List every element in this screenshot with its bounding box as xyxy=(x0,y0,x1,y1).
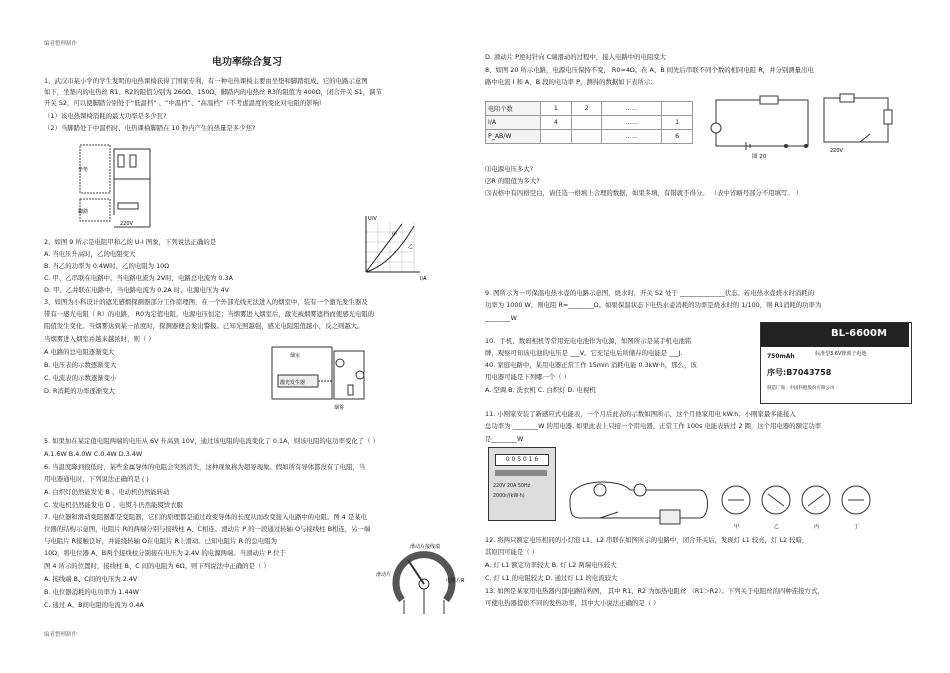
q6-option: A. 白炽灯仍然能发光 B 、电动机仍然能转动 xyxy=(44,488,170,496)
meter-reading: 0 0 5 0 1 6 xyxy=(495,454,549,466)
q13-label-d: 丁 xyxy=(854,524,860,530)
table-row xyxy=(486,116,693,130)
ui-graph-y-label: U/V xyxy=(368,216,377,222)
q10-line: 用电器可能是下列哪一个（ ） xyxy=(485,373,571,381)
q13-line: 13. 如图是某家用电热器内部电路结构图， 其中 R1、R2 为加热电阻丝 （R1＞R2）。下列关于电阻丝的四种连接方式， xyxy=(485,587,824,595)
q7-line: 位器的结构示意图，电阻片 R的两端分别与接线柱 A、C相连。滑动片 P 的一段通过转轴 O与接线柱 B相连，另一端 xyxy=(44,525,371,533)
potentiometer-figure xyxy=(374,540,474,618)
q10-options: A. 空调 B. 洗衣机 C. 白炽灯 D. 电视机 xyxy=(485,386,596,394)
q1-line: （2）当脚踏处于中温档时，电热课椅脚踏在 10 秒内产生的热量是多少焦? xyxy=(44,124,256,132)
q8-sub: ⑴电源电压多大? xyxy=(485,165,534,173)
battery-label-figure xyxy=(760,322,912,404)
table-cell: P_AB/W xyxy=(486,130,541,144)
q12-option: A. 灯 L1 额定功率较大 B. 灯 L2 两端电压较大 xyxy=(485,561,617,569)
table-cell: I/A xyxy=(486,116,541,130)
q7-option: C. 通过 A、B间电阻的电流为 0.4A xyxy=(44,601,144,609)
smoke-detector-figure xyxy=(270,345,372,413)
q6-option: C. 发电机仍然能发电 D 、电熨斗仍然能熨烫衣服 xyxy=(44,501,183,509)
table-cell xyxy=(571,130,602,144)
q13-label-a: 甲 xyxy=(734,524,740,530)
table-cell: 4 xyxy=(541,116,572,130)
table-cell xyxy=(541,130,572,144)
q7-option: A. 接线端 B、C间的电压为 2.4V xyxy=(44,575,138,583)
q8-line: 路中电流 I 和 A、B 段的电功率 P，测得的数据如下表所示： xyxy=(485,78,657,86)
q3-line: 3、如图为小科设计的遮光感烟探测器部分工作原理图，在一个外部光线无法进入的烟室中，装有一个激光发生器及 xyxy=(44,298,368,306)
q13-line: 可使电热器提供不同的发热功率，其中大小说法正确的是（ ） xyxy=(485,599,660,607)
q2-option: D. 甲、乙并联在电路中，当电路电流为 0.2A 时，电源电压为 4V xyxy=(44,286,230,294)
table-row xyxy=(486,102,693,116)
kettle-voltage-label: 220V xyxy=(830,148,843,154)
q11-line: 11. 小刚家安装了新感应式电能表，一个月后此表的示数如图所示，这个月他家用电 kW.h；小刚家最多能接入 xyxy=(485,410,796,418)
battery-maker: 制造厂商：中国科健股份有限公司 xyxy=(767,386,835,391)
chair-top-label: 坐垫 xyxy=(78,167,89,173)
table-row xyxy=(486,130,693,144)
table-cell: 电阻个数 xyxy=(486,102,541,116)
q13-label-c: 丙 xyxy=(814,524,820,530)
smoke-room-label: 烟室 xyxy=(290,353,301,359)
table-cell: …… xyxy=(602,130,662,144)
page-footer: 编者整理制作 xyxy=(44,632,78,638)
q10-line: 10．手机、数码相机等常用充电电池作为电源，如图所示是某手机电池铭 xyxy=(485,337,692,345)
kettle-circuit-figure xyxy=(816,90,896,154)
q10-line: 牌，观察可知该电池的电压是 ___V。它充足电后所储存的电能是 ___J. xyxy=(485,349,683,357)
q3-option: A 电路的总电阻逐渐变大 xyxy=(44,348,115,356)
q7-line: 与电阻片 R接触良好，并能绕转轴 O在电阻片 R上滑动。已知电阻片 R 的总电阻为 xyxy=(44,537,278,545)
q6-line: 用电器通电时，下列说法正确的是 ( ) xyxy=(44,475,149,483)
q10-line: 40. 家庭电路中，某用电器正常工作 15min 消耗电能 0.3kW·h，那么，该 xyxy=(485,361,697,369)
q9-line: 功率为 1000 W，则电阻 R=________Ω。如果保温状态下电热水壶消耗的功率是烧水时的 1/100，则 R1消耗的功率为 xyxy=(485,301,822,309)
q2-option: B. 当乙的功率为 0.4W时，乙的电阻为 10Ω xyxy=(44,262,170,270)
q3-option: C. 电流表的示数逐渐变小 xyxy=(44,374,117,382)
table-cell xyxy=(662,102,693,116)
page-header: 编者整理制作 xyxy=(44,41,78,47)
q12-line: 12. 将两只额定电压相同的小灯泡 L1、L2 串联在如图所示的电路中，闭合开关后，发现灯 L1 较亮，灯 L2 较暗， xyxy=(485,536,809,544)
q9-line: 9. 图所示为一可保温电热水壶的电路示意图，烧水时，开关 S2 处于 ______________状态。若电热水壶烧水时消耗的 xyxy=(485,289,815,297)
battery-model: BL-6600M xyxy=(831,328,887,339)
q12-option: C. 灯 L1 的电阻较大 D. 通过灯 L1 的电流较大 xyxy=(485,574,618,582)
figure-20-label: 图 20 xyxy=(752,154,767,160)
q3-option: B. 电压表的示数逐渐变大 xyxy=(44,361,117,369)
q3-line: 阻值发生变化。当烟雾达到某一浓度时，探测器便会发出警报。已知光照越强，感光电阻阻值越小，反之则越大。 xyxy=(44,322,364,330)
figure-20-circuit xyxy=(706,88,816,160)
battery-type: 标准型3.6V锂离子电池 xyxy=(815,351,867,357)
q13-label-b: 乙 xyxy=(774,524,780,530)
q1-line: 如下，坐垫内的电热丝 R1、R2的阻值分别为 260Ω、150Ω，脚踏内的电热丝 R3的阻值为 400Ω，闭合开关 S1，调节 xyxy=(44,88,382,96)
q1-line: （1）该电热课椅消耗的最大功率是多少瓦? xyxy=(44,112,167,120)
q3-option: D. R消耗的功率逐渐变大 xyxy=(44,387,115,395)
ui-graph-jia-label: 甲 xyxy=(392,232,398,238)
meter-spec-2: 2000r/(kW·h) xyxy=(493,494,525,499)
ui-graph-figure xyxy=(352,212,432,284)
q7-option: B. 电位器消耗的电功率为 1.44W xyxy=(44,588,139,596)
q1-line: 1、武汉市某小学的学生发明的电热课椅获得了国家专利，有一种电热课椅主要由坐垫和脚踏组成，它的电路示意图 xyxy=(44,77,368,85)
q8-sub: ⑶表格中有四格空白，请任选一格填上合理的数据，如果多填，有错就不得分。 （表中省略号部分不用填写。 ） xyxy=(485,189,803,197)
table-cell: …… xyxy=(602,102,662,116)
q2-option: A. 当电压升高时，乙的电阻变大 xyxy=(44,250,136,258)
heater-connection-diagrams xyxy=(716,476,896,532)
table-cell: 1 xyxy=(541,102,572,116)
battery-serial: 序号:B7043758 xyxy=(767,368,832,377)
table-cell: …… xyxy=(602,116,662,130)
pot-resistor-label: 电阻片R xyxy=(446,578,465,584)
q5-line: 5. 如果加在某定值电阻两端的电压从 6V 升高到 10V，通过该电阻的电流变化了 0.1A，则该电阻的电功率变化了（ ） xyxy=(44,437,379,445)
page-title: 电功率综合复习 xyxy=(212,57,282,68)
meter-spec-1: 220V 20A 50Hz xyxy=(493,484,531,489)
chair-bottom-label: 脚踏 xyxy=(78,209,89,215)
q8-line: 8、如图 20 所示电路，电源电压保持不变， R0=4Ω。在 A、B 间先后串联不同个数的相同电阻 R，并分别测量出电 xyxy=(485,66,814,74)
table-cell: 1 xyxy=(662,116,693,130)
q11-line: 是________W xyxy=(485,435,524,443)
q2-option: C. 甲、乙串联在电路中，当电路电流为 2V时，电路总电流为 0.3A xyxy=(44,274,233,282)
q1-line: 开关 S2，可以使脚踏分别处于“低温档” 、“中温档”、“高温档”（不考虑温度的变化对电阻的影响） xyxy=(44,99,326,107)
q7-line: 7. 电位器和滑动变阻器都是变阻器，它们的原理都是通过改变导体的长度从而改变接入电路中的电阻。图 4 是某电 xyxy=(44,513,368,521)
pot-terminal-label: 滑动片接线端 xyxy=(410,544,441,550)
pot-slider-label: 滑动片 xyxy=(376,572,392,578)
ui-graph-x-label: I/A xyxy=(420,276,427,282)
q8-sub: ⑵R 的阻值为多大? xyxy=(485,177,540,185)
q6-line: 6. 当温度降到很低时，某些金属导体的电阻会突然消失，这种现象称为超导现象。假如所有导体都没有了电阻，当 xyxy=(44,463,366,471)
q9-line: ________W xyxy=(485,314,517,322)
q7-option: D. 滑动片 P逆时针向 C端滑动的过程中，接入电路中的电阻变大 xyxy=(485,53,667,61)
table-cell: 6 xyxy=(662,130,693,144)
q3-line: 当烟雾进入烟室并越来越浓时，则（ ） xyxy=(44,335,155,343)
q11-line: 总功率为 ________W 的用电器. 如果此表上只接一个用电器，正常工作 100s 电能表转过 2 圈，这个用电器的额定功率 xyxy=(485,422,822,430)
lamp-series-circuit-figure xyxy=(560,470,716,530)
q12-line: 其原因可能是（ ） xyxy=(485,548,539,556)
q8-data-table xyxy=(485,101,693,144)
table-cell: 2 xyxy=(571,102,602,116)
smoke-label: 烟雾 xyxy=(334,405,345,411)
energy-meter-figure xyxy=(488,447,556,521)
q7-line: 图 4 所示的位置时，接线柱 B、C 间的电阻为 6Ω。则下列说法中正确的是（ ） xyxy=(44,562,270,570)
table-cell xyxy=(571,116,602,130)
battery-capacity: 750mAh xyxy=(767,353,795,360)
laser-label: 激光发生器 xyxy=(280,380,306,386)
chair-voltage-label: 220V xyxy=(120,221,133,227)
chair-circuit-figure xyxy=(76,141,162,231)
q3-line: 带有一感光电阻（ R）的电路， R0为定值电阻，电源电压恒定；当烟雾进入烟室后，激光被烟雾遮挡而使感光电阻的 xyxy=(44,310,375,318)
q5-options: A.1.6W B.4.0W C.0.4W D.3.4W xyxy=(44,450,143,458)
q2-line: 2、如图 9 所示是电阻甲和乙的 U-I 图象，下列说法正确的是 xyxy=(44,238,217,246)
ui-graph-yi-label: 乙 xyxy=(408,244,414,250)
q7-line: 10Ω，将电位器 A、B两个接线柱分别接在电压为 2.4V 的电源两端。当滑动片 P 位于 xyxy=(44,549,287,557)
